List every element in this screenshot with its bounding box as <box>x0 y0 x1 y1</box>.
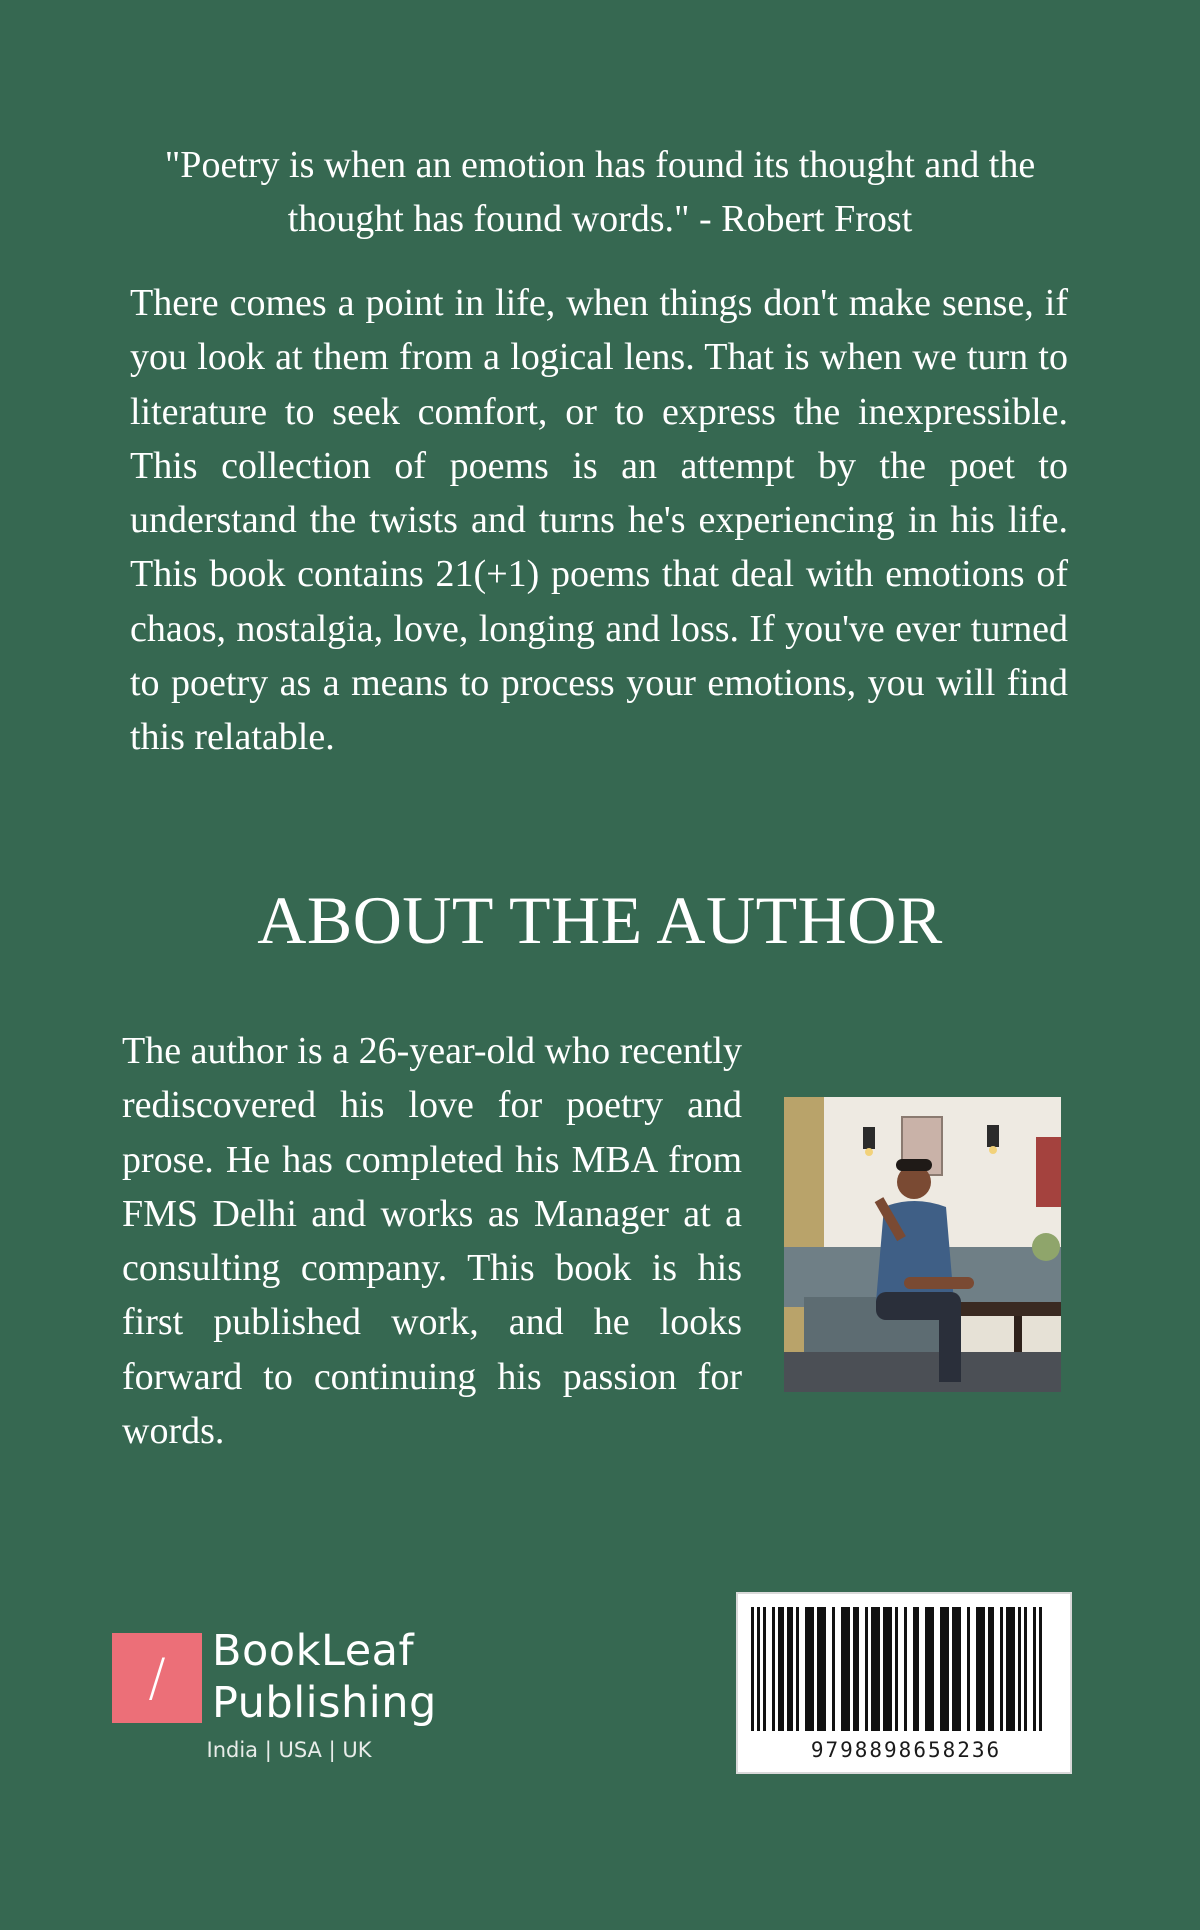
barcode-bar <box>988 1607 994 1731</box>
publisher-name-line-2: Publishing <box>212 1678 437 1728</box>
epigraph-quote <box>120 138 1080 246</box>
author-photo <box>784 1097 1061 1392</box>
barcode-bar <box>883 1607 892 1731</box>
barcode-bar <box>787 1607 793 1731</box>
barcode-bar <box>1033 1607 1036 1731</box>
barcode-bar <box>832 1607 835 1731</box>
barcode-bar <box>1018 1607 1021 1731</box>
barcode-bar <box>967 1607 970 1731</box>
barcode-bar <box>778 1607 784 1731</box>
barcode-bar <box>940 1607 949 1731</box>
barcode-bar <box>865 1607 868 1731</box>
barcode-bar <box>904 1607 907 1731</box>
barcode-bar <box>913 1607 919 1731</box>
barcode-bar <box>772 1607 775 1731</box>
barcode-bar <box>1006 1607 1015 1731</box>
publisher-logo <box>112 1625 472 1775</box>
publisher-regions: India | USA | UK <box>206 1738 372 1762</box>
barcode-bar <box>757 1607 760 1731</box>
about-author-heading: ABOUT THE AUTHOR <box>257 882 943 958</box>
isbn-number: 9798898658236 <box>810 1738 1002 1762</box>
barcode-bar <box>976 1607 985 1731</box>
quote-line-2: thought has found words." - Robert Frost <box>287 198 913 240</box>
barcode-bar <box>952 1607 961 1731</box>
barcode-bar <box>1039 1607 1042 1731</box>
barcode-bar <box>805 1607 814 1731</box>
barcode-bar <box>1024 1607 1027 1731</box>
barcode-bar <box>841 1607 850 1731</box>
quote-line-1: "Poetry is when an emotion has found its thought and the <box>164 144 1036 186</box>
author-bio: The author is a 26-year-old who recently rediscovered his love for poetry and prose. He has completed his MBA from FMS Delhi and works as Manager at a consulting company. This book is his first published work, and he looks forward to continuing his passion for words. <box>122 1030 742 1453</box>
barcode-bar <box>751 1607 754 1731</box>
barcode-bar <box>817 1607 826 1731</box>
barcode-bar <box>895 1607 898 1731</box>
barcode-bar <box>925 1607 934 1731</box>
isbn-barcode <box>736 1592 1072 1774</box>
barcode-bar <box>796 1607 799 1731</box>
publisher-name <box>212 1625 472 1729</box>
barcode-bar <box>853 1607 859 1731</box>
book-blurb: There comes a point in life, when things don't make sense, if you look at them from a logical lens. That is when we turn to literature to seek comfort, or to express the inexpressible. This collection of poems is an attempt by the poet to understand the twists and turns he's experiencing in his life. This book contains 21(+1) poems that deal with emotions of chaos, nostalgia, love, longing and loss. If you've ever turned to poetry as a means to process your emotions, you will find this relatable. <box>130 282 1068 759</box>
publisher-name-line-1: BookLeaf <box>212 1626 415 1676</box>
barcode-bar <box>763 1607 766 1731</box>
barcode-bar <box>871 1607 880 1731</box>
barcode-bars <box>751 1607 1057 1731</box>
barcode-bar <box>1000 1607 1003 1731</box>
author-photo-illustration <box>784 1097 1061 1392</box>
publisher-slash-icon: / <box>112 1633 202 1723</box>
